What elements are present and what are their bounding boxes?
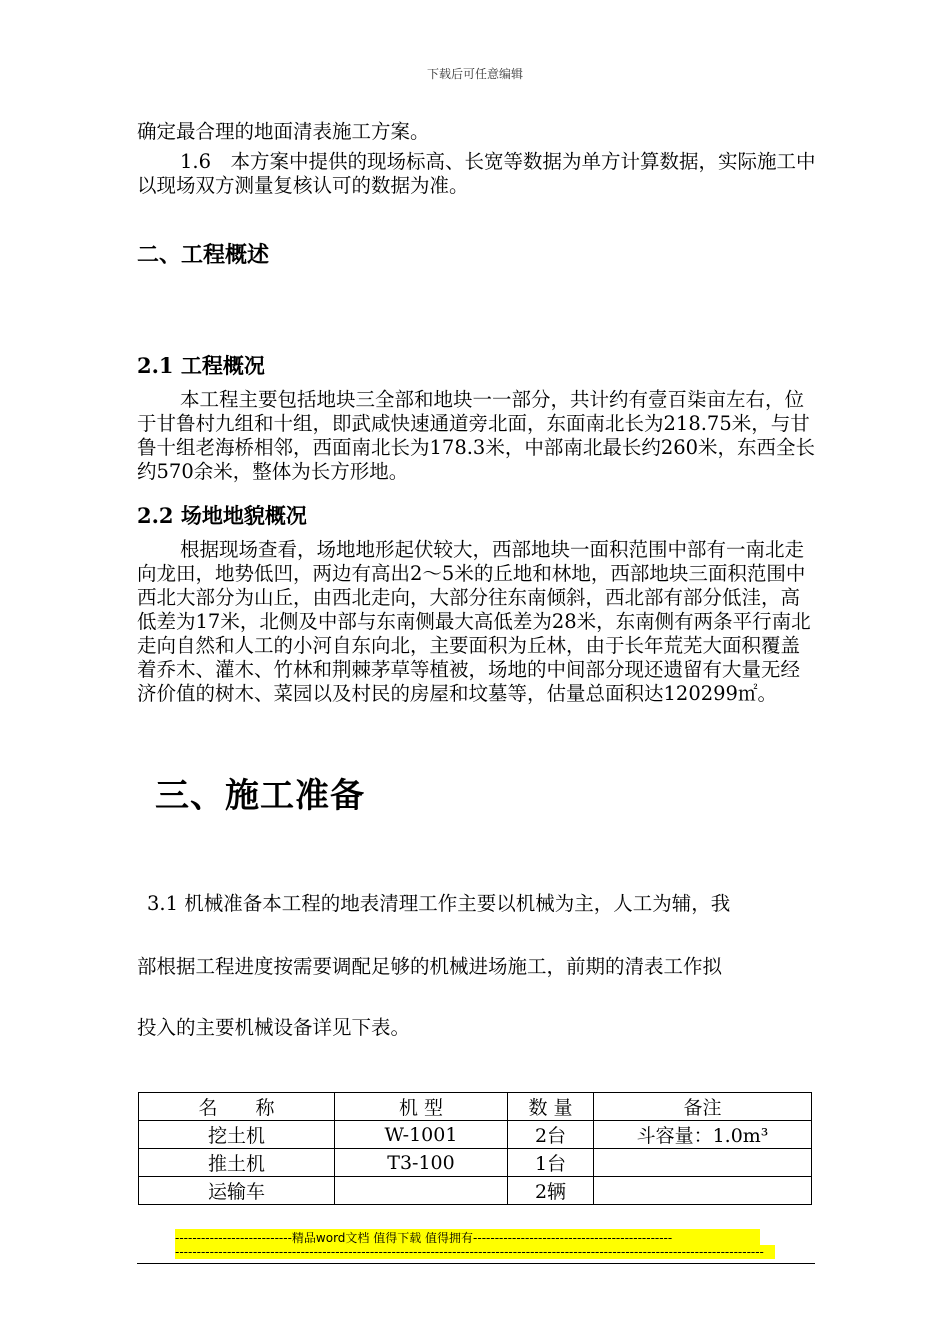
section-2-1-title: 2.1 工程概况 [137, 353, 265, 378]
table-cell [335, 1177, 508, 1205]
table-cell: 推土机 [139, 1149, 335, 1177]
section-3-title: 三、施工准备 [155, 776, 365, 816]
table-header-row [139, 1093, 812, 1121]
table-cell: 1台 [508, 1149, 594, 1177]
section-2-2-title: 2.2 场地地貌概况 [137, 503, 307, 528]
table-cell: T3-100 [335, 1149, 508, 1177]
table-header-cell: 机 型 [335, 1093, 508, 1121]
table-cell: W-1001 [335, 1121, 508, 1149]
section-3-1-line-2: 部根据工程进度按需要调配足够的机械进场施工，前期的清表工作拟 [137, 955, 723, 978]
section-2-2-body: 根据现场查看，场地地形起伏较大，西部地块一面积范围中部有一南北走向龙田，地势低凹，两边有高出2～5米的丘地和林地，西部地块三面积范围中西北大部分为山丘，由西北走向，大部分往东南倾斜，西北部有部分低洼，高低差为17米，北侧及中部与东南侧最大高低差为28米，东南侧有两条平行南北走向自然和人工的小河自东向北，主要面积为丘林，由于长年荒芜大面积覆盖着乔木、灌木、竹林和荆棘茅草等植被，场地的中间部分现还遗留有大量无经济价值的树木、菜园以及村民的房屋和坟墓等，估量总面积达120299㎡。 [137, 538, 811, 705]
section-3-1-line-3: 投入的主要机械设备详见下表。 [137, 1016, 411, 1039]
footer-banner-line-2: ---------------------------------------------------------------------------------------------------------------------------------------- [175, 1245, 775, 1259]
paragraph-continuation: 确定最合理的地面清表施工方案。 [137, 120, 430, 143]
table-row [139, 1121, 812, 1149]
table-cell [594, 1177, 812, 1205]
table-header-cell: 数 量 [508, 1093, 594, 1121]
table-cell: 斗容量：1.0m³ [594, 1121, 812, 1149]
equipment-table [138, 1092, 812, 1205]
page-header: 下载后可任意编辑 [426, 67, 523, 81]
table-cell [594, 1149, 812, 1177]
footer-divider [137, 1263, 815, 1264]
table-cell: 挖土机 [139, 1121, 335, 1149]
footer-banner-line-1: ---------------------------精品word文档 值得下载 值得拥有---------------------------------------------- [175, 1229, 760, 1246]
table-cell: 2辆 [508, 1177, 594, 1205]
table-row [139, 1149, 812, 1177]
section-2-title: 二、工程概述 [137, 242, 270, 268]
table-header-cell: 名 称 [139, 1093, 335, 1121]
table-row [139, 1177, 812, 1205]
table-header-cell: 备注 [594, 1093, 812, 1121]
table-cell: 运输车 [139, 1177, 335, 1205]
section-3-1-line-1: 3.1 机械准备本工程的地表清理工作主要以机械为主，人工为辅，我 [147, 892, 731, 915]
table-cell: 2台 [508, 1121, 594, 1149]
paragraph-1-6: 1.6 本方案中提供的现场标高、长宽等数据为单方计算数据，实际施工中以现场双方测量复核认可的数据为准。 [137, 150, 816, 197]
section-2-1-body: 本工程主要包括地块三全部和地块一一部分，共计约有壹百柒亩左右，位于甘鲁村九组和十组，即武咸快速通道旁北面，东面南北长为218.75米，与甘鲁十组老海桥相邻，西面南北长为178.3米，中部南北最长约260米，东西全长约570余米，整体为长方形地。 [137, 388, 816, 483]
